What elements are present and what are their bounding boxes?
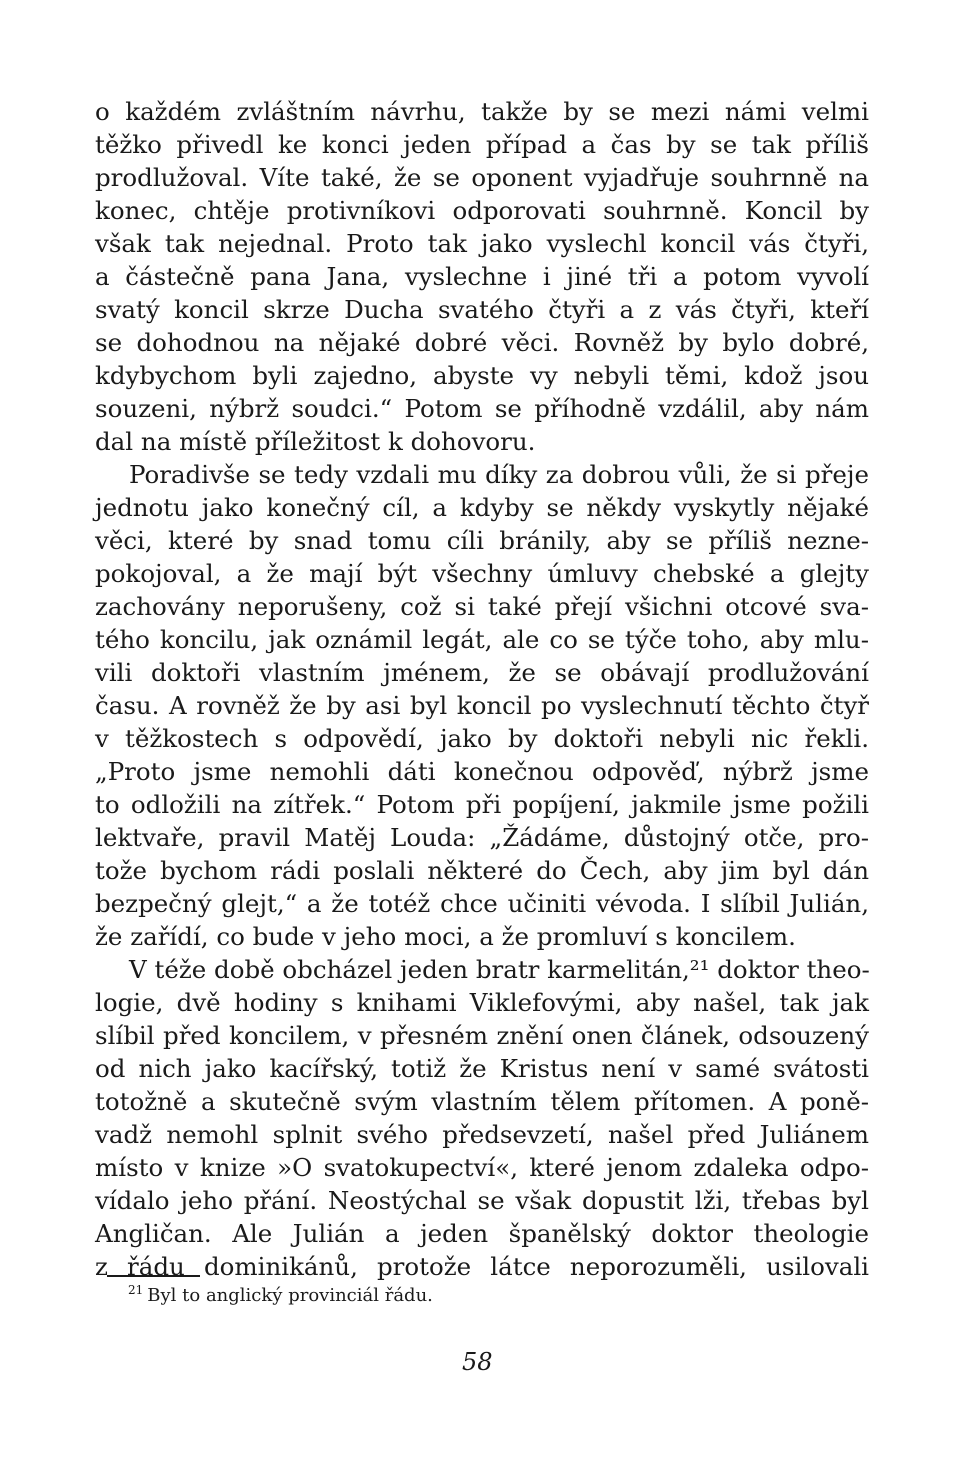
- text-line: dal na místě příležitost k dohovoru.: [95, 427, 536, 456]
- text-line: vídalo jeho přání. Neostýchal se však dopustit lži, třebas byl: [95, 1186, 869, 1215]
- text-line: lektvaře, pravil Matěj Louda: „Žádáme, důstojný otče, pro-: [95, 823, 869, 852]
- text-line: času. A rovněž že by asi byl koncil po vyslechnutí těchto čtyř: [95, 691, 869, 720]
- text-line: souzeni, nýbrž soudci.“ Potom se příhodně vzdálil, aby nám: [95, 394, 869, 423]
- footnote-divider: [107, 1275, 200, 1277]
- text-line: totožně a skutečně svým vlastním tělem přítomen. A poně-: [95, 1087, 869, 1116]
- footnote: [128, 1283, 433, 1306]
- text-line: konec, chtěje protivníkovi odporovati souhrnně. Koncil by: [95, 196, 869, 225]
- text-line: kdybychom byli zajedno, abyste vy nebyli těmi, kdož jsou: [95, 361, 869, 390]
- text-line: prodlužoval. Víte také, že se oponent vyjadřuje souhrnně na: [95, 163, 869, 192]
- text-line: Angličan. Ale Julián a jeden španělský doktor theologie: [95, 1219, 869, 1248]
- text-line: se dohodnou na nějaké dobré věci. Rovněž by bylo dobré,: [95, 328, 869, 357]
- text-line: věci, které by snad tomu cíli bránily, aby se příliš nezne-: [95, 526, 869, 555]
- page-body: [95, 95, 869, 1283]
- text-line: „Proto jsme nemohli dáti konečnou odpověď, nýbrž jsme: [95, 757, 869, 786]
- text-line: z řádu dominikánů, protože látce neporozuměli, usilovali: [95, 1252, 869, 1281]
- text-line: logie, dvě hodiny s knihami Viklefovými, aby našel, tak jak: [95, 988, 869, 1017]
- text-line: zachovány neporušeny, což si také přejí všichni otcové sva-: [95, 592, 869, 621]
- text-line: bezpečný glejt,“ a že totéž chce učiniti vévoda. I slíbil Julián,: [95, 889, 869, 918]
- text-line: jednotu jako konečný cíl, a kdyby se někdy vyskytly nějaké: [95, 493, 869, 522]
- text-line: tože bychom rádi poslali některé do Čech, aby jim byl dán: [95, 856, 869, 885]
- text-line: a částečně pana Jana, vyslechne i jiné tři a potom vyvolí: [95, 262, 869, 291]
- text-line: těžko přivedl ke konci jeden případ a čas by se tak příliš: [95, 130, 869, 159]
- page-number: 58: [462, 1348, 493, 1376]
- text-line: místo v knize »O svatokupectví«, které jenom zdaleka odpo-: [95, 1153, 869, 1182]
- text-line: v těžkostech s odpovědí, jako by doktoři nebyli nic řekli.: [95, 724, 869, 753]
- footnote-mark: 21: [128, 1283, 144, 1297]
- text-line: však tak nejednal. Proto tak jako vyslechl koncil vás čtyři,: [95, 229, 869, 258]
- text-line: svatý koncil skrze Ducha svatého čtyři a z vás čtyři, kteří: [95, 295, 869, 324]
- text-line: vadž nemohl splnit svého předsevzetí, našel před Juliánem: [95, 1120, 869, 1149]
- text-line: to odložili na zítřek.“ Potom při popíjení, jakmile jsme požili: [95, 790, 869, 819]
- text-line: o každém zvláštním návrhu, takže by se mezi námi velmi: [95, 97, 869, 126]
- footnote-text: Byl to anglický provinciál řádu.: [147, 1285, 433, 1306]
- paragraph-first-line: Poradivše se tedy vzdali mu díky za dobrou vůli, že si přeje: [129, 460, 869, 489]
- text-line: tého koncilu, jak oznámil legát, ale co se týče toho, aby mlu-: [95, 625, 869, 654]
- text-line: od nich jako kacířský, totiž že Kristus není v samé svátosti: [95, 1054, 869, 1083]
- paragraph-first-line: V téže době obcházel jeden bratr karmelitán,²¹ doktor theo-: [129, 955, 870, 984]
- text-line: vili doktoři vlastním jménem, že se obávají prodlužování: [95, 658, 869, 687]
- text-line: pokojoval, a že mají být všechny úmluvy chebské a glejty: [95, 559, 869, 588]
- text-line: že zařídí, co bude v jeho moci, a že promluví s koncilem.: [95, 922, 796, 951]
- text-line: slíbil před koncilem, v přesném znění onen článek, odsouzený: [95, 1021, 869, 1050]
